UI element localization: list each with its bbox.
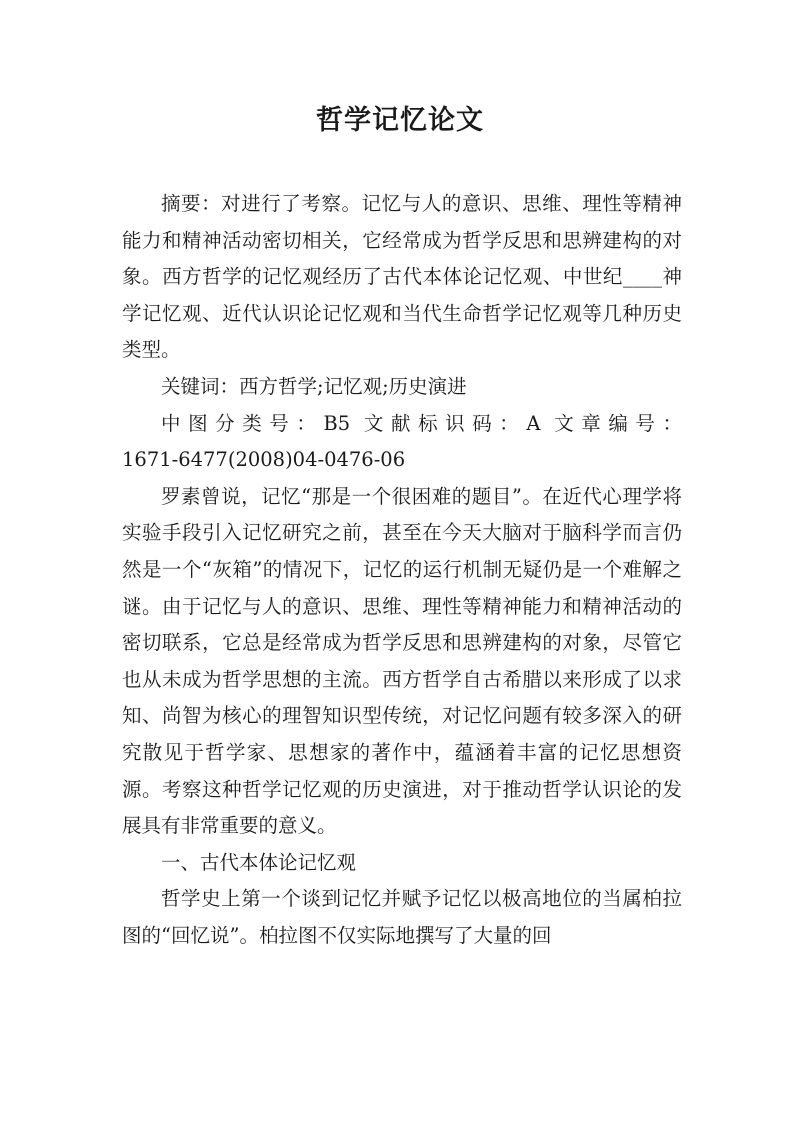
- document-title: 哲学记忆论文: [316, 105, 484, 136]
- keywords-line: 关键词：西方哲学;记忆观;历史演进: [161, 374, 467, 398]
- document-body: [122, 186, 682, 954]
- abstract-paragraph: 摘要：对进行了考察。记忆与人的意识、思维、理性等精神能力和精神活动密切相关，它经常成为哲学反思和思辨建构的对象。西方哲学的记忆观经历了古代本体论记忆观、中世纪____神学记忆观、近代认识论记忆观和当代生命哲学记忆观等几种历史类型。: [122, 192, 682, 362]
- classification-line: 中图分类号：B5 文献标识码：A 文章编号：: [161, 411, 682, 435]
- section-heading: 一、古代本体论记忆观: [161, 850, 357, 874]
- article-number: 1671-6477(2008)04-0476-06: [122, 448, 406, 472]
- intro-paragraph: 罗素曾说，记忆“那是一个很困难的题目”。在近代心理学将实验手段引入记忆研究之前，甚至在今天大脑对于脑科学而言仍然是一个“灰箱”的情况下，记忆的运行机制无疑仍是一个难解之谜。由于记忆与人的意识、思维、理性等精神能力和精神活动的密切联系，它总是经常成为哲学反思和思辨建构的对象，尽管它也从未成为哲学思想的主流。西方哲学自古希腊以来形成了以求知、尚智为核心的理智知识型传统，对记忆问题有较多深入的研究散见于哲学家、思想家的著作中，蕴涵着丰富的记忆思想资源。考察这种哲学记忆观的历史演进，对于推动哲学认识论的发展具有非常重要的意义。: [122, 484, 682, 838]
- section-paragraph: 哲学史上第一个谈到记忆并赋予记忆以极高地位的当属柏拉图的“回忆说”。柏拉图不仅实际地撰写了大量的回: [122, 887, 682, 947]
